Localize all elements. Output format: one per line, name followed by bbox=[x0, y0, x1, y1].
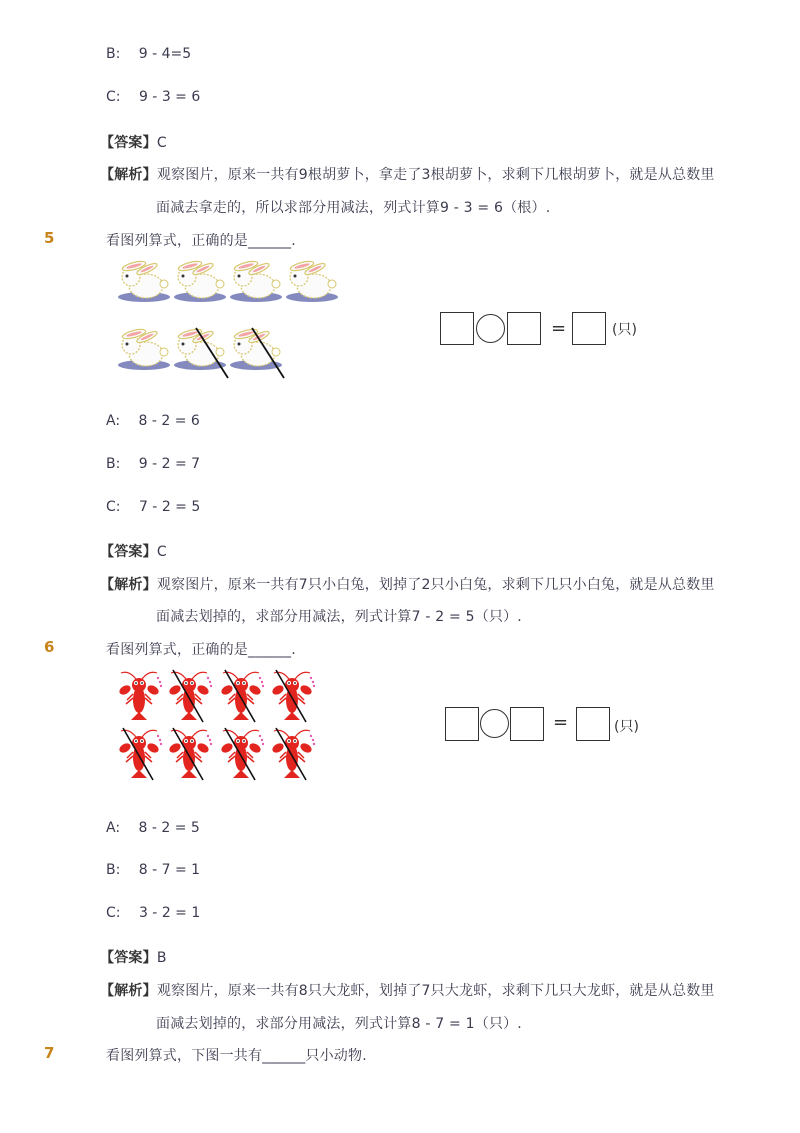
rabbit-5 bbox=[118, 328, 170, 370]
lobster-2 bbox=[168, 672, 212, 720]
question-prompt: 看图列算式，正确的是______. bbox=[106, 642, 296, 658]
prev-analysis-line-2: 面减去拿走的，所以求部分用减法，列式计算9 - 3 = 6（根）. bbox=[156, 200, 551, 216]
rabbit-4 bbox=[286, 260, 338, 302]
analysis-label: 【解析】 bbox=[100, 167, 157, 183]
option-letter: A: bbox=[106, 820, 121, 836]
option-expression: 9 - 2 = 7 bbox=[138, 456, 201, 472]
option-c[interactable] bbox=[106, 499, 200, 515]
option-expression: 7 - 2 = 5 bbox=[138, 499, 201, 515]
option-expression: 8 - 2 = 6 bbox=[138, 413, 200, 429]
option-expression: 9 - 4=5 bbox=[138, 46, 192, 62]
option-expression: 3 - 2 = 1 bbox=[138, 905, 201, 921]
rabbit-1 bbox=[118, 260, 170, 302]
question-number: 6 bbox=[44, 638, 55, 656]
answer-box-1[interactable] bbox=[445, 707, 479, 741]
operator-circle[interactable] bbox=[480, 709, 509, 738]
lobster-8 bbox=[271, 730, 315, 778]
option-b[interactable] bbox=[106, 862, 200, 878]
equals-sign: = bbox=[551, 318, 567, 339]
answer-label: 【答案】 bbox=[100, 544, 157, 560]
option-letter: B: bbox=[106, 862, 121, 878]
answer-box-2[interactable] bbox=[507, 312, 541, 345]
analysis-label: 【解析】 bbox=[100, 577, 157, 593]
question-number: 5 bbox=[44, 229, 55, 247]
option-letter: B: bbox=[106, 456, 121, 472]
lobster-6 bbox=[168, 730, 212, 778]
answer-value: C bbox=[156, 135, 167, 151]
answer-value: C bbox=[156, 544, 167, 560]
analysis bbox=[100, 574, 715, 594]
option-expression: 9 - 3 = 6 bbox=[138, 89, 201, 105]
prev-analysis bbox=[100, 164, 715, 184]
analysis bbox=[100, 980, 715, 1000]
option-c[interactable] bbox=[106, 905, 200, 921]
lobster-picture bbox=[115, 668, 330, 786]
analysis-line-2: 面减去划掉的，求部分用减法，列式计算8 - 7 = 1（只）. bbox=[156, 1016, 522, 1032]
option-a[interactable] bbox=[106, 820, 200, 836]
equals-sign: = bbox=[553, 712, 569, 733]
answer bbox=[100, 947, 167, 967]
lobster-1 bbox=[118, 672, 162, 720]
unit-label: (只) bbox=[612, 322, 637, 338]
option-letter: C: bbox=[106, 89, 121, 105]
answer-box-result[interactable] bbox=[576, 707, 610, 741]
question-number: 7 bbox=[44, 1044, 55, 1062]
answer-value: B bbox=[156, 950, 167, 966]
option-a[interactable] bbox=[106, 413, 200, 429]
option-b[interactable] bbox=[106, 456, 200, 472]
rabbit-picture bbox=[110, 260, 350, 385]
option-letter: A: bbox=[106, 413, 121, 429]
answer-box-1[interactable] bbox=[440, 312, 474, 345]
answer-label: 【答案】 bbox=[100, 135, 157, 151]
option-expression: 8 - 7 = 1 bbox=[138, 862, 201, 878]
analysis-label: 【解析】 bbox=[100, 983, 157, 999]
prev-option-c bbox=[106, 89, 200, 105]
operator-circle[interactable] bbox=[476, 314, 505, 343]
prev-answer bbox=[100, 132, 167, 152]
rabbit-2 bbox=[174, 260, 226, 302]
rabbit-3 bbox=[230, 260, 282, 302]
lobster-3 bbox=[220, 672, 264, 720]
lobster-7 bbox=[220, 730, 264, 778]
answer bbox=[100, 541, 167, 561]
question-prompt: 看图列算式，下图一共有______只小动物. bbox=[106, 1048, 367, 1064]
answer-box-result[interactable] bbox=[572, 312, 606, 345]
prev-option-b bbox=[106, 46, 191, 62]
option-expression: 8 - 2 = 5 bbox=[138, 820, 200, 836]
analysis-line-2: 面减去划掉的，求部分用减法，列式计算7 - 2 = 5（只）. bbox=[156, 609, 522, 625]
answer-label: 【答案】 bbox=[100, 950, 157, 966]
answer-box-2[interactable] bbox=[510, 707, 544, 741]
lobster-4 bbox=[271, 672, 315, 720]
option-letter: C: bbox=[106, 905, 121, 921]
analysis-line-1: 观察图片，原来一共有7只小白兔，划掉了2只小白兔，求剩下几只小白兔，就是从总数里 bbox=[156, 577, 715, 593]
lobster-5 bbox=[118, 730, 162, 778]
option-letter: B: bbox=[106, 46, 121, 62]
analysis-line-1: 观察图片，原来一共有9根胡萝卜，拿走了3根胡萝卜，求剩下几根胡萝卜，就是从总数里 bbox=[156, 167, 715, 183]
unit-label: (只) bbox=[614, 719, 639, 735]
option-letter: C: bbox=[106, 499, 121, 515]
question-prompt: 看图列算式，正确的是______. bbox=[106, 233, 296, 249]
analysis-line-1: 观察图片，原来一共有8只大龙虾，划掉了7只大龙虾，求剩下几只大龙虾，就是从总数里 bbox=[156, 983, 715, 999]
